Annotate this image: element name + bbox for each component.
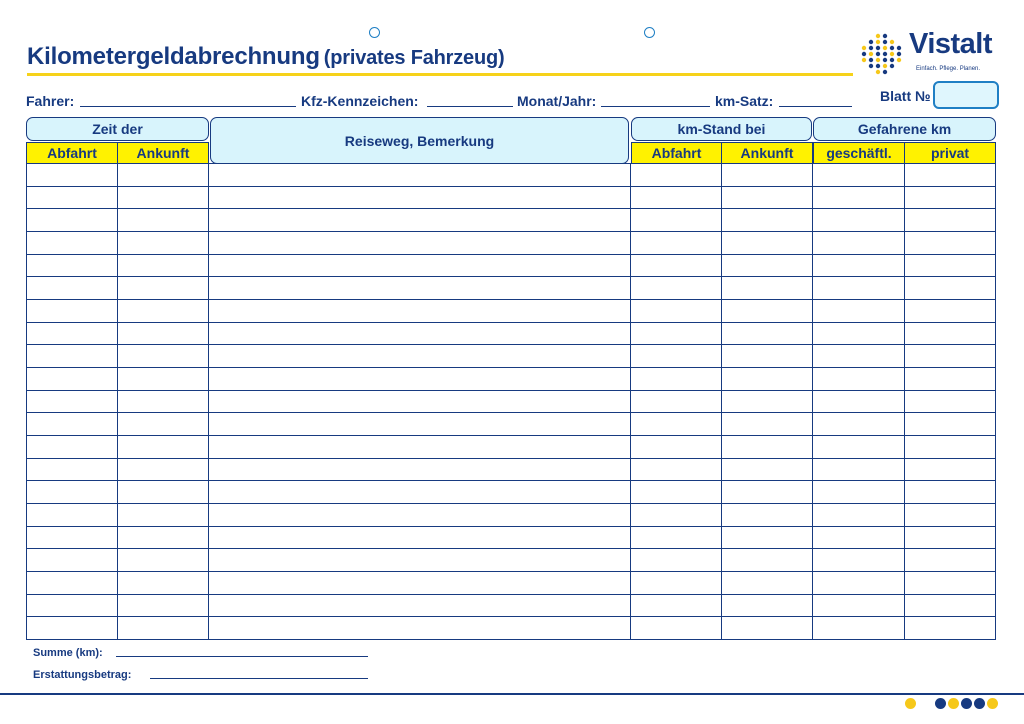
sheet-number-label: Blatt №	[880, 88, 931, 104]
logo-dot-pattern-icon	[858, 32, 908, 78]
logo-dot	[883, 58, 887, 62]
logo-dot	[876, 46, 880, 50]
logo-dot	[883, 34, 887, 38]
logo-dot	[869, 46, 873, 50]
logo-dot	[876, 40, 880, 44]
logo-dot	[890, 64, 894, 68]
logo-dot	[862, 46, 866, 50]
table-row	[26, 526, 996, 527]
logo-dot	[862, 52, 866, 56]
plate-label: Kfz-Kennzeichen:	[301, 93, 419, 109]
page-title	[27, 43, 504, 71]
col-header-departure-time: Abfahrt	[26, 142, 118, 164]
col-header-private-km: privat	[904, 142, 996, 164]
footer-dot	[987, 698, 998, 709]
col-divider-1	[117, 163, 118, 640]
logo-dot	[876, 64, 880, 68]
table-row	[26, 186, 996, 187]
footer-rule	[0, 693, 1024, 695]
logo-dot	[876, 58, 880, 62]
table-row	[26, 480, 996, 481]
group-header-time: Zeit der	[26, 117, 209, 141]
title-underline	[27, 73, 853, 76]
driver-field[interactable]	[80, 106, 296, 107]
logo-dot	[897, 58, 901, 62]
footer-dot	[948, 698, 959, 709]
col-divider-6	[904, 163, 905, 640]
group-header-odometer: km-Stand bei	[631, 117, 812, 141]
logo-dot	[869, 64, 873, 68]
col-divider-3	[630, 163, 631, 640]
table-row	[26, 390, 996, 391]
logo-dot	[876, 52, 880, 56]
logo-dot	[890, 52, 894, 56]
logo-dot	[876, 34, 880, 38]
footer-dot	[905, 698, 916, 709]
table-row	[26, 458, 996, 459]
table-row	[26, 548, 996, 549]
logo-dot	[897, 46, 901, 50]
table-row	[26, 322, 996, 323]
col-header-arrival-km: Ankunft	[721, 142, 813, 164]
col-divider-2	[208, 163, 209, 640]
logo-dot	[862, 58, 866, 62]
logo-dot	[883, 52, 887, 56]
entries-table[interactable]	[26, 163, 996, 640]
logo-dot	[869, 52, 873, 56]
logo-dot	[876, 70, 880, 74]
total-km-label: Summe (km):	[33, 647, 103, 659]
table-row	[26, 344, 996, 345]
table-row	[26, 435, 996, 436]
refund-amount-field[interactable]	[150, 678, 368, 679]
sheet-number-field[interactable]	[933, 81, 999, 109]
plate-field[interactable]	[427, 106, 513, 107]
table-row	[26, 254, 996, 255]
logo-dot	[869, 40, 873, 44]
month-year-label: Monat/Jahr:	[517, 93, 597, 109]
refund-amount-label: Erstattungsbetrag:	[33, 669, 132, 681]
logo-dot	[890, 46, 894, 50]
logo-dot	[869, 58, 873, 62]
logo-dot	[897, 52, 901, 56]
punch-hole-left	[369, 27, 380, 38]
driver-label: Fahrer:	[26, 93, 75, 109]
logo-dot	[890, 58, 894, 62]
logo-dot	[883, 40, 887, 44]
grid-left-border	[26, 163, 27, 640]
rate-label: km-Satz:	[715, 93, 774, 109]
table-row	[26, 208, 996, 209]
footer-dots	[905, 698, 1015, 710]
logo-dot	[883, 46, 887, 50]
table-row	[26, 571, 996, 572]
month-year-field[interactable]	[601, 106, 710, 107]
footer-dot	[961, 698, 972, 709]
col-divider-4	[721, 163, 722, 640]
col-divider-5	[812, 163, 813, 640]
logo-dot	[883, 70, 887, 74]
footer-dot	[935, 698, 946, 709]
grid-right-border	[995, 163, 996, 640]
subtitle-text: (privates Fahrzeug)	[323, 47, 505, 69]
brand-name: Vistalt	[909, 28, 993, 60]
brand-tagline: Einfach. Pflege. Planen.	[916, 66, 981, 72]
total-km-field[interactable]	[116, 656, 368, 657]
table-row	[26, 231, 996, 232]
table-row	[26, 412, 996, 413]
grid-top-border	[26, 163, 996, 164]
table-row	[26, 367, 996, 368]
col-header-departure-km: Abfahrt	[631, 142, 722, 164]
table-row	[26, 594, 996, 595]
col-header-business-km: geschäftl.	[813, 142, 905, 164]
table-row	[26, 503, 996, 504]
table-row	[26, 299, 996, 300]
rate-field[interactable]	[779, 106, 852, 107]
title-text: Kilometergeldabrechnung	[27, 43, 320, 70]
group-header-route: Reiseweg, Bemerkung	[210, 117, 629, 164]
col-header-arrival-time: Ankunft	[117, 142, 209, 164]
logo-dot	[890, 40, 894, 44]
punch-hole-right	[644, 27, 655, 38]
footer-dot	[974, 698, 985, 709]
table-row	[26, 276, 996, 277]
logo-dot	[883, 64, 887, 68]
table-row	[26, 639, 996, 640]
table-row	[26, 616, 996, 617]
group-header-driven-km: Gefahrene km	[813, 117, 996, 141]
